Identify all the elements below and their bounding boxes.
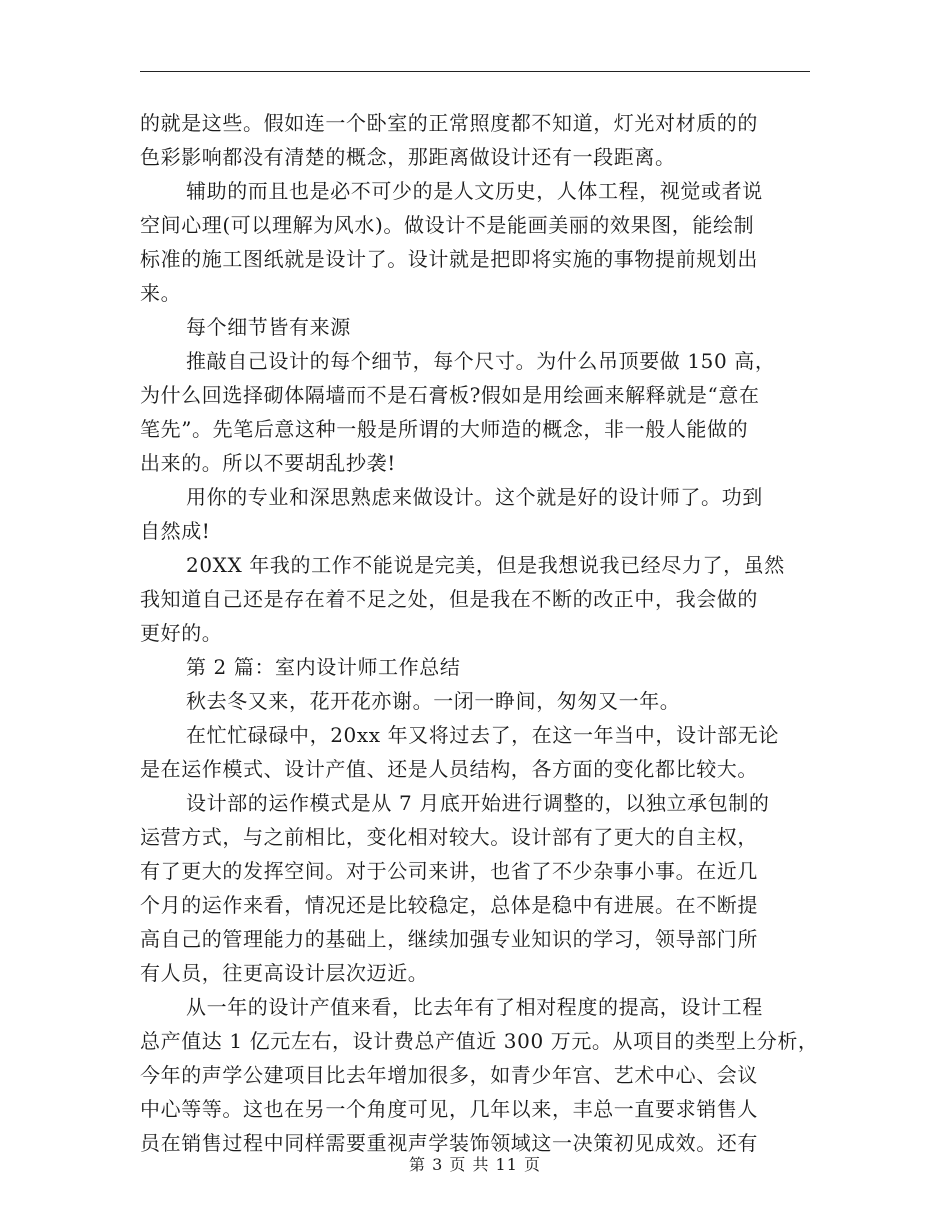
text-line: 来。 [140, 281, 182, 305]
text-line: 第 2 篇：室内设计师工作总结 [186, 655, 461, 679]
text-line: 从一年的设计产值来看，比去年有了相对程度的提高，设计工程 [186, 995, 763, 1019]
text-line: 色彩影响都没有清楚的概念，那距离做设计还有一段距离。 [140, 145, 676, 169]
text-line: 的就是这些。假如连一个卧室的正常照度都不知道，灯光对材质的的 [140, 111, 758, 135]
text-line: 个月的运作来看，情况还是比较稳定，总体是稳中有进展。在不断提 [140, 893, 758, 917]
text-line: 更好的。 [140, 621, 223, 645]
text-line: 设计部的运作模式是从 7 月底开始进行调整的，以独立承包制的 [186, 791, 770, 815]
text-line: 我知道自己还是存在着不足之处，但是我在不断的改正中，我会做的 [140, 587, 758, 611]
text-line: 运营方式，与之前相比，变化相对较大。设计部有了更大的自主权， [140, 825, 758, 849]
page-footer: 第 3 页 共 11 页 [409, 1155, 541, 1174]
text-line: 空间心理(可以理解为风水)。做设计不是能画美丽的效果图，能绘制 [140, 213, 755, 237]
text-line: 20XX 年我的工作不能说是完美，但是我想说我已经尽力了，虽然 [186, 553, 785, 577]
text-line: 有人员，往更高设计层次迈近。 [140, 961, 429, 985]
text-line: 出来的。所以不要胡乱抄袭! [140, 451, 396, 475]
text-line: 标准的施工图纸就是设计了。设计就是把即将实施的事物提前规划出 [140, 247, 758, 271]
text-line: 每个细节皆有来源 [186, 315, 351, 339]
text-line: 笔先”。先笔后意这种一般是所谓的大师造的概念，非一般人能做的 [140, 417, 749, 441]
text-line: 为什么回选择砌体隔墙而不是石膏板?假如是用绘画来解释就是“意在 [140, 383, 760, 407]
text-line: 辅助的而且也是必不可少的是人文历史，人体工程，视觉或者说 [186, 179, 763, 203]
header-rule [140, 71, 810, 72]
text-line: 有了更大的发挥空间。对于公司来讲，也省了不少杂事小事。在近几 [140, 859, 758, 883]
text-line: 推敲自己设计的每个细节，每个尺寸。为什么吊顶要做 150 高， [186, 349, 776, 373]
text-line: 高自己的管理能力的基础上，继续加强专业知识的学习，领导部门所 [140, 927, 758, 951]
text-line: 员在销售过程中同样需要重视声学装饰领域这一决策初见成效。还有 [140, 1131, 758, 1155]
text-line: 秋去冬又来，花开花亦谢。一闭一睁间，匆匆又一年。 [186, 689, 681, 713]
text-line: 总产值达 1 亿元左右，设计费总产值近 300 万元。从项目的类型上分析， [140, 1029, 819, 1053]
text-line: 自然成! [140, 519, 211, 543]
text-line: 用你的专业和深思熟虑来做设计。这个就是好的设计师了。功到 [186, 485, 763, 509]
text-line: 今年的声学公建项目比去年增加很多，如青少年宫、艺术中心、会议 [140, 1063, 758, 1087]
text-line: 是在运作模式、设计产值、还是人员结构，各方面的变化都比较大。 [140, 757, 758, 781]
document-body [140, 106, 820, 1160]
text-line: 中心等等。这也在另一个角度可见，几年以来，丰总一直要求销售人 [140, 1097, 758, 1121]
text-line: 在忙忙碌碌中，20xx 年又将过去了，在这一年当中，设计部无论 [186, 723, 779, 747]
